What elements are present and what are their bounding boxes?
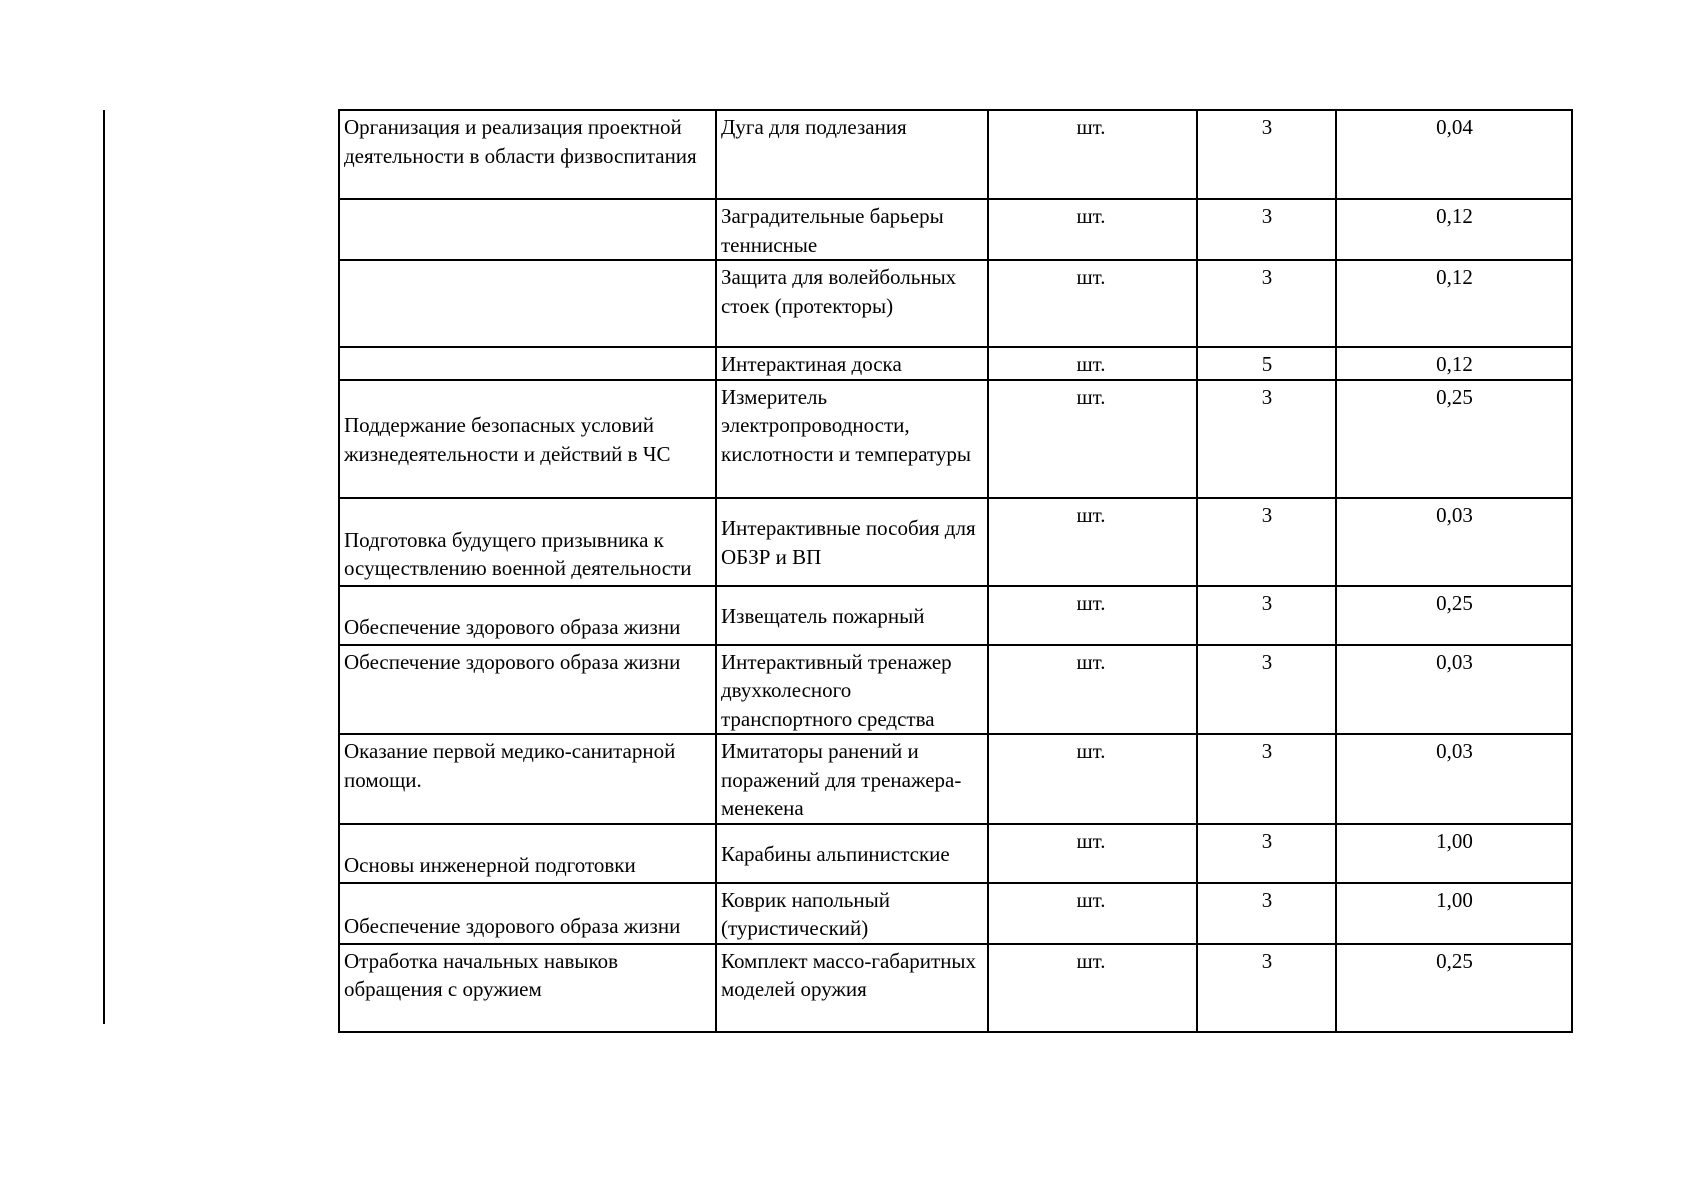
quantity-cell: 3	[1197, 498, 1336, 586]
unit-cell: шт.	[988, 586, 1197, 645]
unit-cell: шт.	[988, 734, 1197, 824]
section-cell: Организация и реализация проектной деятельности в области физвоспитания	[339, 110, 716, 199]
value-cell: 0,25	[1336, 380, 1572, 498]
item-cell: Заградительные барьеры теннисные	[716, 199, 988, 260]
item-cell: Интерактивные пособия для ОБЗР и ВП	[716, 498, 988, 586]
unit-cell: шт.	[988, 380, 1197, 498]
quantity-cell: 3	[1197, 199, 1336, 260]
section-cell: Оказание первой медико-санитарной помощи.	[339, 734, 716, 824]
section-cell: Обеспечение здорового образа жизни	[339, 586, 716, 645]
unit-cell: шт.	[988, 645, 1197, 735]
quantity-cell: 3	[1197, 944, 1336, 1032]
table-row	[339, 824, 1572, 883]
section-cell: Отработка начальных навыков обращения с оружием	[339, 944, 716, 1032]
unit-cell: шт.	[988, 498, 1197, 586]
table-row	[339, 498, 1572, 586]
value-cell: 1,00	[1336, 883, 1572, 944]
value-cell: 0,12	[1336, 347, 1572, 380]
quantity-cell: 3	[1197, 824, 1336, 883]
value-cell: 0,25	[1336, 586, 1572, 645]
value-cell: 0,03	[1336, 498, 1572, 586]
section-cell	[339, 260, 716, 347]
value-cell: 0,03	[1336, 734, 1572, 824]
quantity-cell: 3	[1197, 260, 1336, 347]
quantity-cell: 3	[1197, 110, 1336, 199]
table-row	[339, 645, 1572, 735]
table-row	[339, 380, 1572, 498]
item-cell: Дуга для подлезания	[716, 110, 988, 199]
item-cell: Измеритель электропроводности, кислотности и температуры	[716, 380, 988, 498]
table-row	[339, 110, 1572, 199]
unit-cell: шт.	[988, 199, 1197, 260]
unit-cell: шт.	[988, 260, 1197, 347]
item-cell: Извещатель пожарный	[716, 586, 988, 645]
table-row	[339, 883, 1572, 944]
item-cell: Карабины альпинистские	[716, 824, 988, 883]
table-row	[339, 260, 1572, 347]
value-cell: 0,03	[1336, 645, 1572, 735]
value-cell: 0,25	[1336, 944, 1572, 1032]
value-cell: 1,00	[1336, 824, 1572, 883]
section-cell	[339, 347, 716, 380]
value-cell: 0,04	[1336, 110, 1572, 199]
item-cell: Интерактиная доска	[716, 347, 988, 380]
quantity-cell: 5	[1197, 347, 1336, 380]
page-margin-line	[103, 110, 105, 1024]
item-cell: Интерактивный тренажер двухколесного транспортного средства	[716, 645, 988, 735]
quantity-cell: 3	[1197, 734, 1336, 824]
section-cell: Обеспечение здорового образа жизни	[339, 883, 716, 944]
quantity-cell: 3	[1197, 380, 1336, 498]
table-row	[339, 586, 1572, 645]
section-cell: Подготовка будущего призывника к осуществлению военной деятельности	[339, 498, 716, 586]
section-cell	[339, 199, 716, 260]
value-cell: 0,12	[1336, 260, 1572, 347]
quantity-cell: 3	[1197, 883, 1336, 944]
unit-cell: шт.	[988, 944, 1197, 1032]
table-row	[339, 347, 1572, 380]
item-cell: Защита для волейбольных стоек (протекторы)	[716, 260, 988, 347]
equipment-table	[338, 109, 1573, 1033]
table-row	[339, 734, 1572, 824]
table-row	[339, 944, 1572, 1032]
item-cell: Имитаторы ранений и поражений для тренажера-менекена	[716, 734, 988, 824]
quantity-cell: 3	[1197, 645, 1336, 735]
unit-cell: шт.	[988, 883, 1197, 944]
table-row	[339, 199, 1572, 260]
quantity-cell: 3	[1197, 586, 1336, 645]
unit-cell: шт.	[988, 347, 1197, 380]
item-cell: Коврик напольный (туристический)	[716, 883, 988, 944]
section-cell: Основы инженерной подготовки	[339, 824, 716, 883]
section-cell: Поддержание безопасных условий жизнедеятельности и действий в ЧС	[339, 380, 716, 498]
item-cell: Комплект массо-габаритных моделей оружия	[716, 944, 988, 1032]
section-cell: Обеспечение здорового образа жизни	[339, 645, 716, 735]
unit-cell: шт.	[988, 110, 1197, 199]
unit-cell: шт.	[988, 824, 1197, 883]
value-cell: 0,12	[1336, 199, 1572, 260]
